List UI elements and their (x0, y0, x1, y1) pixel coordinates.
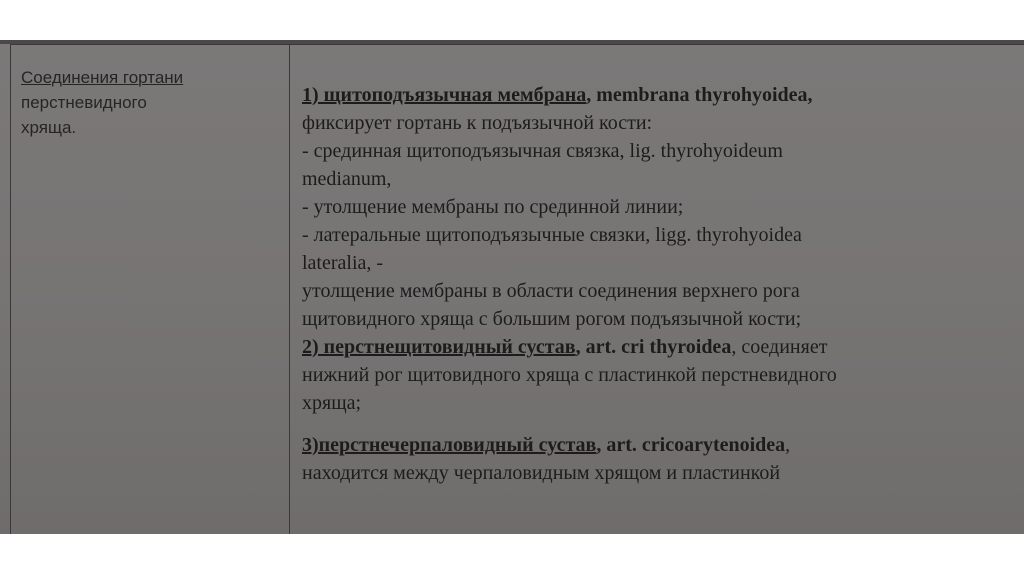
left-cell (21, 65, 183, 140)
item2-heading: 2) перстнещитовидный сустав (302, 336, 576, 358)
item1-line-9: щитовидного хряща с большим рогом подъязычной кости; (302, 308, 802, 330)
item1-line-2: фиксирует гортань к подъязычной кости: (302, 112, 653, 134)
item1-latin: , membrana thyrohyoidea, (586, 84, 813, 106)
item1-line-5: - утолщение мембраны по срединной линии; (302, 196, 684, 218)
item1-line-7: lateralia, - (302, 252, 384, 274)
item1-line-4: medianum, (302, 168, 392, 190)
item2-rest: , соединяет (731, 336, 828, 358)
item3-latin: , art. cricoarytenoidea (596, 434, 786, 456)
item3-line-2: находится между черпаловидным хрящом и пластинкой (302, 462, 781, 484)
document-photo (0, 40, 1024, 534)
item1-heading: 1) щитоподъязычная мембрана (302, 84, 587, 106)
section-title: Соединения гортани (21, 68, 184, 87)
left-line-3: хряща. (21, 118, 77, 137)
item2-line-2: нижний рог щитовидного хряща с пластинкой перстневидного (302, 364, 837, 386)
left-line-2: перстневидного (21, 93, 147, 112)
right-cell (302, 81, 837, 487)
item1-line-6: - латеральные щитоподъязычные связки, ligg. thyrohyoidea (302, 224, 802, 246)
item1-line-1 (302, 81, 837, 109)
item1-line-3: - срединная щитоподъязычная связка, lig. thyrohyoideum (302, 140, 783, 162)
right-column (290, 45, 1024, 534)
item2-line-3: хряща; (302, 392, 362, 414)
item3-heading: 3)перстнечерпаловидный сустав (302, 434, 597, 456)
item2-line-1 (302, 333, 837, 361)
item3-line-1 (302, 431, 837, 459)
left-column (11, 45, 290, 534)
item1-line-8: утолщение мембраны в области соединения верхнего рога (302, 280, 800, 302)
item2-latin: , art. cri thyroidea (575, 336, 732, 358)
item3-rest: , (785, 434, 791, 456)
spacer (302, 417, 837, 431)
table (10, 44, 1024, 534)
